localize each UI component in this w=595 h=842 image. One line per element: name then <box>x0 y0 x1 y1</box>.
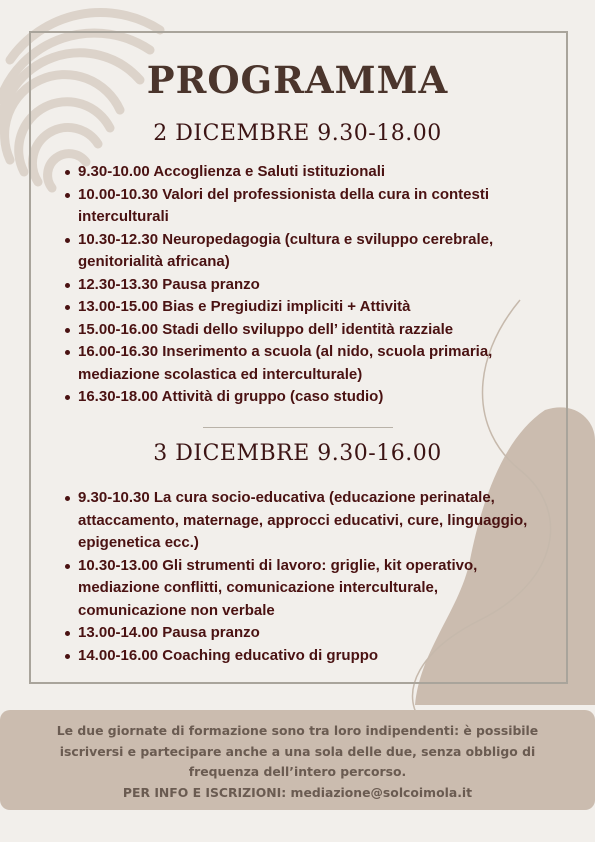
list-item: 12.30-13.30 Pausa pranzo <box>78 274 548 297</box>
list-item: 10.30-13.00 Gli strumenti di lavoro: griglie, kit operativo, mediazione conflitti, comunicazione interculturale, comunicazione non verbale <box>78 555 548 623</box>
info-footer <box>0 710 595 810</box>
list-item: 9.30-10.00 Accoglienza e Saluti istituzionali <box>78 161 548 184</box>
day2-schedule-list <box>78 487 548 667</box>
footer-note: Le due giornate di formazione sono tra loro indipendenti: è possibile iscriversi e partecipare anche a una sola delle due, senza obbligo di frequenza dell’intero percorso. <box>56 723 539 779</box>
list-item: 13.00-14.00 Pausa pranzo <box>78 622 548 645</box>
section-divider <box>203 427 393 428</box>
list-item: 15.00-16.00 Stadi dello sviluppo dell’ identità razziale <box>78 319 548 342</box>
list-item: 10.00-10.30 Valori del professionista della cura in contesti interculturali <box>78 184 548 229</box>
footer-contact[interactable]: PER INFO E ISCRIZIONI: mediazione@solcoimola.it <box>122 784 473 800</box>
list-item: 10.30-12.30 Neuropedagogia (cultura e sviluppo cerebrale, genitorialità africana) <box>78 229 548 274</box>
list-item: 16.30-18.00 Attività di gruppo (caso studio) <box>78 386 548 409</box>
day2-heading: 3 DICEMBRE 9.30-16.00 <box>153 441 442 466</box>
list-item: 16.00-16.30 Inserimento a scuola (al nido, scuola primaria, mediazione scolastica ed interculturale) <box>78 341 548 386</box>
list-item: 13.00-15.00 Bias e Pregiudizi impliciti + Attività <box>78 296 548 319</box>
day1-heading: 2 DICEMBRE 9.30-18.00 <box>153 121 442 146</box>
page-title: PROGRAMMA <box>146 58 449 102</box>
list-item: 9.30-10.30 La cura socio-educativa (educazione perinatale, attaccamento, maternage, approcci educativi, cure, linguaggio, epigenetica ecc.) <box>78 487 548 555</box>
list-item: 14.00-16.00 Coaching educativo di gruppo <box>78 645 548 668</box>
day1-schedule-list <box>78 161 548 409</box>
